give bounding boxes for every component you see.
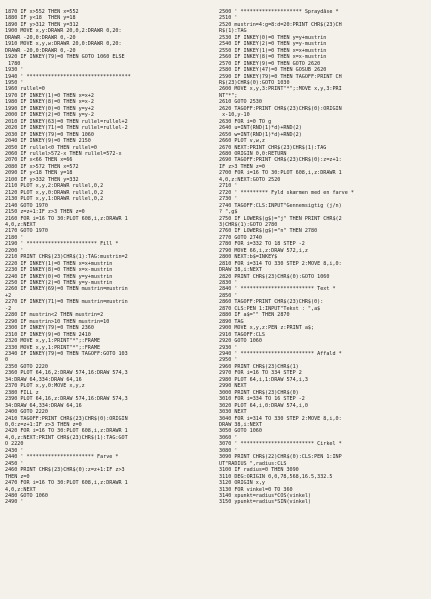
code-line: DRAWR -20,0:DRAWR 0,-20: [5, 47, 76, 54]
code-line: 2940 ' ************************ Affald *: [219, 351, 342, 358]
code-line: IF z>3 THEN z=0: [219, 163, 266, 170]
code-line: 3140 xpunkt=radius*COS(vinkel): [219, 492, 312, 499]
code-line: 3060 ': [219, 434, 238, 441]
code-line: 3000 PRINT CHR$(23)CHR$(0): [219, 389, 299, 396]
code-line: 2260 IF INKEY(69)=0 THEN mustrin=mustrin: [5, 286, 128, 293]
code-line: 2800 NEXT:b$=INKEY$: [219, 254, 278, 261]
code-line: 34:DRAW 64,334:DRAW 64,16: [5, 402, 82, 409]
code-line: 2100 IF y>332 THEN y=332: [5, 176, 79, 183]
code-line: 1950 ': [5, 79, 24, 86]
code-line: 2430 ': [5, 447, 24, 454]
code-line: 2200 ': [5, 247, 24, 254]
code-line: 2040 IF INKEY(9)=0 THEN 2150: [5, 138, 91, 145]
code-line: 2550 IF INKEY(1)=0 THEN x=x+mustrin: [219, 47, 327, 54]
code-line: 1870 IF x>552 THEN x=552: [5, 9, 79, 15]
code-line: R$(23)CHR$(0):GOTO 1030: [219, 79, 290, 86]
code-line: 2720 ' ********* Fyld skærmen med en farve *: [219, 189, 354, 196]
code-line: 2660 PLOT v,w,z: [219, 138, 266, 145]
code-line: 4,0,z:NEXT:GOTO 2520: [219, 176, 281, 183]
code-line: 2490 ': [5, 499, 24, 506]
code-line: 2180 ': [5, 234, 24, 241]
code-line: 1990 IF INKEY(0)=0 THEN y=y+2: [5, 105, 94, 112]
code-line: 2390 PLOT 64,16,z:DRAW 574,16:DRAW 574,3: [5, 396, 128, 403]
code-line: 3120 ORIGIN x,y: [219, 480, 266, 487]
code-line: DRAW 38,i:NEXT: [219, 267, 262, 274]
code-line: 2990 NEXT: [219, 383, 247, 390]
code-line: 2060 IF rullel>572-x THEN rullel=572-x: [5, 150, 122, 157]
code-line: 3)CHR$(1):GOTO 2780: [219, 221, 278, 228]
code-line: 3150 ypunkt=radius*SIN(vinkel): [219, 499, 312, 506]
code-line: 2730 ': [219, 196, 238, 203]
code-line: 2640 u=INT(RND(1)*d)+RND(2): [219, 125, 302, 132]
code-line: 1910 MOVE x,y,w:DRAWR 20,0:DRAWR 0,20:: [5, 41, 122, 48]
code-line: 1970 IF INKEY(1)=0 THEN x=x+2: [5, 92, 94, 99]
code-line: 1980 IF INKEY(8)=0 THEN x=x-2: [5, 99, 94, 106]
code-line: THEN z=0: [5, 473, 30, 480]
code-line: 3070 ' ************************ Cirkel *: [219, 441, 342, 448]
code-line: 0: [5, 357, 9, 364]
code-line: 2920 GOTO 1060: [219, 338, 262, 345]
code-line: 2530 IF INKEY(0)=0 THEN y=y+mustrin: [219, 34, 327, 41]
code-line: O 2220: [5, 441, 24, 448]
code-line: 2460 PRINT CHR$(23)CHR$(0):z=z+1:IF z>3: [5, 467, 125, 474]
code-line: 2360 PLOT 64,16,2:DRAW 574,16:DRAW 574,3: [5, 370, 128, 377]
code-line: 2130 PLOT x,y,1:DRAWR rullel,0,2: [5, 196, 104, 203]
code-line: 2610 GOTO 2530: [219, 99, 262, 106]
code-line: 2110 PLOT x,y,2:DRAWR rullel,0,2: [5, 183, 104, 190]
code-line: 2850 ': [219, 292, 238, 299]
code-line: 2210 PRINT CHR$(23)CHR$(1):TAG:mustrin=2: [5, 254, 128, 261]
code-line: 2250 IF INKEY(2)=0 THEN y=y-mustrin: [5, 280, 113, 287]
code-line: 2190 ' *********************** Fill *: [5, 241, 119, 248]
code-line: 2770 GOTO 2740: [219, 234, 262, 241]
code-line: 2160 FOR i=16 TO 30:PLOT 608,i,z:DRAWR 1: [5, 215, 128, 222]
listing-column-right: [219, 9, 427, 591]
code-line: 2220 IF INKEY(1)=0 THEN x=x+mustrin: [5, 260, 113, 267]
code-line: 2580 IF INKEY(47)=0 THEN GOSUB 2620: [219, 67, 327, 74]
code-line: 2070 IF x<66 THEN x=66: [5, 157, 73, 164]
code-line: 2680 ORIGIN 0,0:RETURN: [219, 150, 287, 157]
code-line: 1890 IF y>312 THEN y=312: [5, 21, 79, 28]
code-line: 2150 z=z+1:IF z>3 THEN z=0: [5, 209, 85, 216]
code-line: 2300 IF INKEY(79)=0 THEN 2360: [5, 325, 94, 332]
code-line: 3090 PRINT CHR$(22)CHR$(0):CLS:PEN 1:INP: [219, 454, 342, 461]
code-line: 2480 GOTO 1060: [5, 492, 48, 499]
code-line: 2090 IF y<18 THEN y=18: [5, 170, 73, 177]
code-line: 2620 TAGOFF:PRINT CHR$(23)CHR$(0):ORIGIN: [219, 105, 342, 112]
code-line: 2910 TAGOFF:CLS: [219, 331, 266, 338]
code-line: 1880 IF y<18 THEN y=18: [5, 15, 76, 22]
code-line: 2570 IF INKEY(9)=0 THEN GOTO 2620: [219, 60, 321, 67]
code-line: 2810 FOR i=314 TO 330 STEP 2:MOVE 8,i,0:: [219, 260, 342, 267]
code-line: 2340 IF INKEY(79)=0 THEN TAGOFF:GOTO 103: [5, 351, 128, 358]
code-line: 2520 mustrin=4:g=8:d=20:PRINT CHR$(23)CH: [219, 21, 342, 28]
code-line: 2010 IF INKEY(63)=0 THEN rullel=rullel+2: [5, 118, 128, 125]
code-line: 1780: [5, 60, 21, 67]
code-line: 1960 rullel=0: [5, 86, 45, 93]
code-line: 3100 IF radius=0 THEN 3090: [219, 467, 299, 474]
code-line: 2290 IF mustrin>10 THEN mustrin=10: [5, 318, 110, 325]
code-line: 2780 FOR i=332 TO 18 STEP -2: [219, 241, 305, 248]
code-line: 2020 IF INKEY(71)=0 THEN rullel=rullel-2: [5, 125, 128, 132]
code-line: 2690 TAGOFF:PRINT CHR$(23)CHR$(0):z=z+1:: [219, 157, 342, 164]
code-line: 4,0,z:NEXT:PRINT CHR$(23)CHR$(1):TAG:GOT: [5, 434, 128, 441]
code-line: 2650 w=INT(RND(1)*d)+RND(2): [219, 131, 302, 138]
code-line: 3030 NEXT: [219, 409, 247, 416]
code-line: 2960 PRINT CHR$(23)CHR$(1): [219, 363, 299, 370]
code-line: 2900 MOVE x,y,z:PEN z:PRINT a$;: [219, 325, 315, 332]
code-line: 2310 IF INKEY(9)=0 THEN 2410: [5, 331, 91, 338]
code-line: 4,0,z:NEXT: [5, 486, 36, 493]
code-line: 3020 PLOT 64,i,0:DRAW 574,i,0: [219, 402, 308, 409]
code-line: 2030 IF INKEY(79)=0 THEN 1060: [5, 131, 94, 138]
code-line: 1920 IF INKEY(79)=0 THEN GOTO 1060 ELSE: [5, 54, 125, 61]
code-line: 2600 MOVE x,y,3:PRINT"*";:MOVE x,y,3:PRI: [219, 86, 342, 93]
code-line: 2270 IF INKEY(71)=0 THEN mustrin=mustrin: [5, 299, 128, 306]
code-line: 2760 IF LOWER$(g$)="n" THEN 2780: [219, 228, 318, 235]
code-line: 0,0:z=z+1:IF z>3 THEN z=0: [5, 422, 82, 428]
code-line: 2440 ' ********************** Farve *: [5, 454, 119, 461]
code-line: 2950 ': [219, 357, 238, 364]
code-line: 2890 TAG: [219, 318, 244, 325]
code-line: 2050 IF rullel<0 THEN rullel=0: [5, 144, 98, 151]
code-line: 3040 FOR i=314 TO 330 STEP 2:MOVE 8,i,0:: [219, 415, 342, 422]
code-line: 2930 ': [219, 344, 238, 351]
code-line: 2840 ' ************************ Text *: [219, 286, 336, 293]
code-line: 2980 PLOT 64,i,1:DRAW 574,i,3: [219, 376, 308, 383]
code-line: 1900 MOVE x,y:DRAWR 20,0,2:DRAWR 0,20:: [5, 28, 122, 35]
code-line: 2320 MOVE x,y,1:PRINT"*";:FRAME: [5, 338, 101, 345]
code-line: 2790 MOVE 66,i,z:DRAW 572,i,z: [219, 247, 308, 254]
code-line: 2120 PLOT x,y,0:DRAWR rullel,0,2: [5, 189, 104, 196]
code-line: 2710 ': [219, 183, 238, 190]
code-line: 2230 IF INKEY(8)=0 THEN x=x-mustrin: [5, 267, 113, 274]
code-line: 2170 GOTO 1970: [5, 228, 48, 235]
code-line: ? ",g$: [219, 209, 238, 216]
code-line: 2450 ': [5, 460, 24, 467]
code-line: 2330 MOVE x,y,1:PRINT"*";:FRAME: [5, 344, 101, 351]
listing-column-left: [5, 9, 213, 591]
code-line: 34:DRAW 64,334:DRAW 64,16: [5, 376, 82, 383]
code-line: 2880 IF a$="" THEN 2870: [219, 312, 290, 319]
code-line: 2590 IF INKEY(79)=0 THEN TAGOFF:PRINT CH: [219, 73, 342, 80]
code-line: 2000 IF INKEY(2)=0 THEN y=y-2: [5, 112, 94, 119]
code-line: DRAW 38,i:NEXT: [219, 422, 262, 428]
code-line: 2510 ': [219, 15, 238, 22]
code-line: 2500 ' ******************** Spraydåse *: [219, 9, 339, 15]
code-line: 2400 GOTO 2220: [5, 409, 48, 416]
code-line: 2380 FILL z: [5, 389, 39, 396]
code-line: 2560 IF INKEY(8)=0 THEN x=x-mustrin: [219, 54, 327, 61]
code-line: 4,0,z:NEXT: [5, 221, 36, 228]
code-line: 2240 IF INKEY(0)=0 THEN y=y+mustrin: [5, 273, 113, 280]
code-line: 2370 PLOT x,y,0:MOVE x,y,z: [5, 383, 85, 390]
code-line: UT"RADIUS ",radius:CLS: [219, 460, 287, 467]
code-line: 1930 ': [5, 67, 24, 74]
code-line: 2350 GOTO 2220: [5, 363, 48, 370]
code-line: 2740 TAGOFF:CLS:INPUT"Gennemsigtig (j/n): [219, 202, 342, 209]
code-line: 3050 GOTO 1060: [219, 428, 262, 435]
code-line: NT"*";: [219, 92, 238, 99]
code-line: 2970 FOR i=16 TO 334 STEP 2: [219, 370, 302, 377]
code-line: R$(1):TAG: [219, 28, 247, 35]
code-line: +2: [5, 292, 12, 299]
code-line: 2670 NEXT:PRINT CHR$(23)CHR$(1):TAG: [219, 144, 327, 151]
code-line: 2470 FOR i=16 TO 30:PLOT 608,i,z:DRAWR 1: [5, 480, 128, 487]
code-line: 2630 FOR i=0 TO g: [219, 118, 272, 125]
code-line: 2140 GOTO 1970: [5, 202, 48, 209]
code-line: 2700 FOR i=16 TO 30:PLOT 608,i,z:DRAWR 1: [219, 170, 342, 177]
code-line: 2410 TAGOFF:PRINT CHR$(23)CHR$(0):ORIGIN: [5, 415, 128, 422]
code-line: x-10,y-10: [219, 112, 250, 119]
code-line: -2: [5, 305, 12, 312]
code-line: 2750 IF LOWER$(g$)="j" THEN PRINT CHR$(2: [219, 215, 342, 222]
code-line: 2420 FOR i=16 TO 30:PLOT 608,i,z:DRAWR 1: [5, 428, 128, 435]
code-line: 3130 FOR vinkel=0 TO 360: [219, 486, 293, 493]
code-line: 3080 ': [219, 447, 238, 454]
code-line: 2080 IF x>572 THEN x=572: [5, 163, 79, 170]
code-line: 3010 FOR i=334 TO 16 STEP -2: [219, 396, 305, 403]
code-line: 3110 DEG:ORIGIN 0,0,78,568,16.5,332.5: [219, 473, 333, 480]
code-line: DRAWR -20,0:DRAWR 0,-20: [5, 34, 76, 41]
code-line: 2830 ': [219, 280, 238, 287]
code-line: 2280 IF mustrin<2 THEN mustrin=2: [5, 312, 104, 319]
code-line: 2540 IF INKEY(2)=0 THEN y=y-mustrin: [219, 41, 327, 48]
code-line: 2870 CLS:PEN 1:INPUT"Tekst : ",a$: [219, 305, 321, 312]
code-line: 2820 PRINT CHR$(23)CHR$(0):GOTO 1060: [219, 273, 330, 280]
code-line: 1940 ' **********************************: [5, 73, 131, 80]
code-line: 2860 TAGOFF:PRINT CHR$(23)CHR$(0):: [219, 299, 324, 306]
